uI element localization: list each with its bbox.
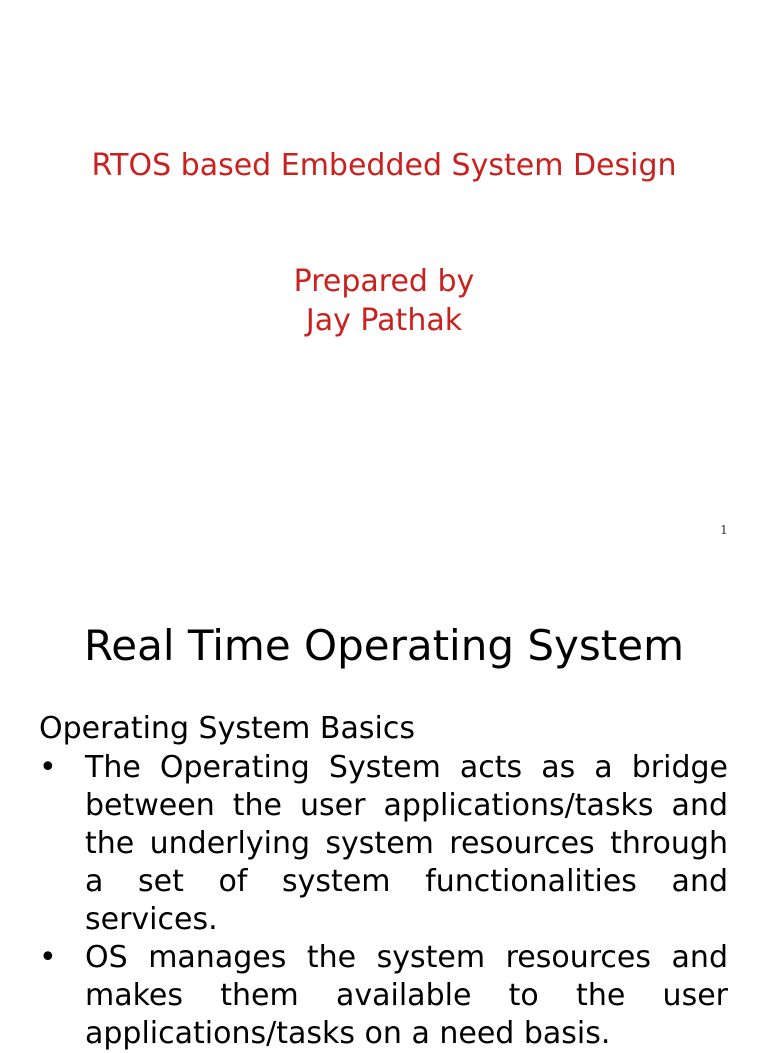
bullet-text: OS manages the system resources and makes them available to the user applications/tasks on a need basis.: [85, 940, 728, 1051]
slide-heading: Real Time Operating System: [84, 621, 684, 670]
author-name: Jay Pathak: [305, 303, 463, 338]
bullet-icon: •: [39, 750, 57, 785]
bullet-item: [39, 749, 728, 939]
bullet-item: [39, 939, 728, 1053]
bullet-icon: •: [39, 940, 57, 975]
prepared-by-label: Prepared by: [293, 264, 475, 299]
slide-title: RTOS based Embedded System Design: [91, 148, 677, 183]
bullet-text: The Operating System acts as a bridge between the user applications/tasks and the underlying system resources through a set of system functionalities and services.: [85, 750, 728, 937]
section-subheading: Operating System Basics: [39, 711, 415, 746]
bullet-list: [39, 749, 728, 1053]
page-number: 1: [720, 523, 728, 537]
slide-2: [0, 576, 768, 1051]
author-block: [0, 262, 768, 340]
